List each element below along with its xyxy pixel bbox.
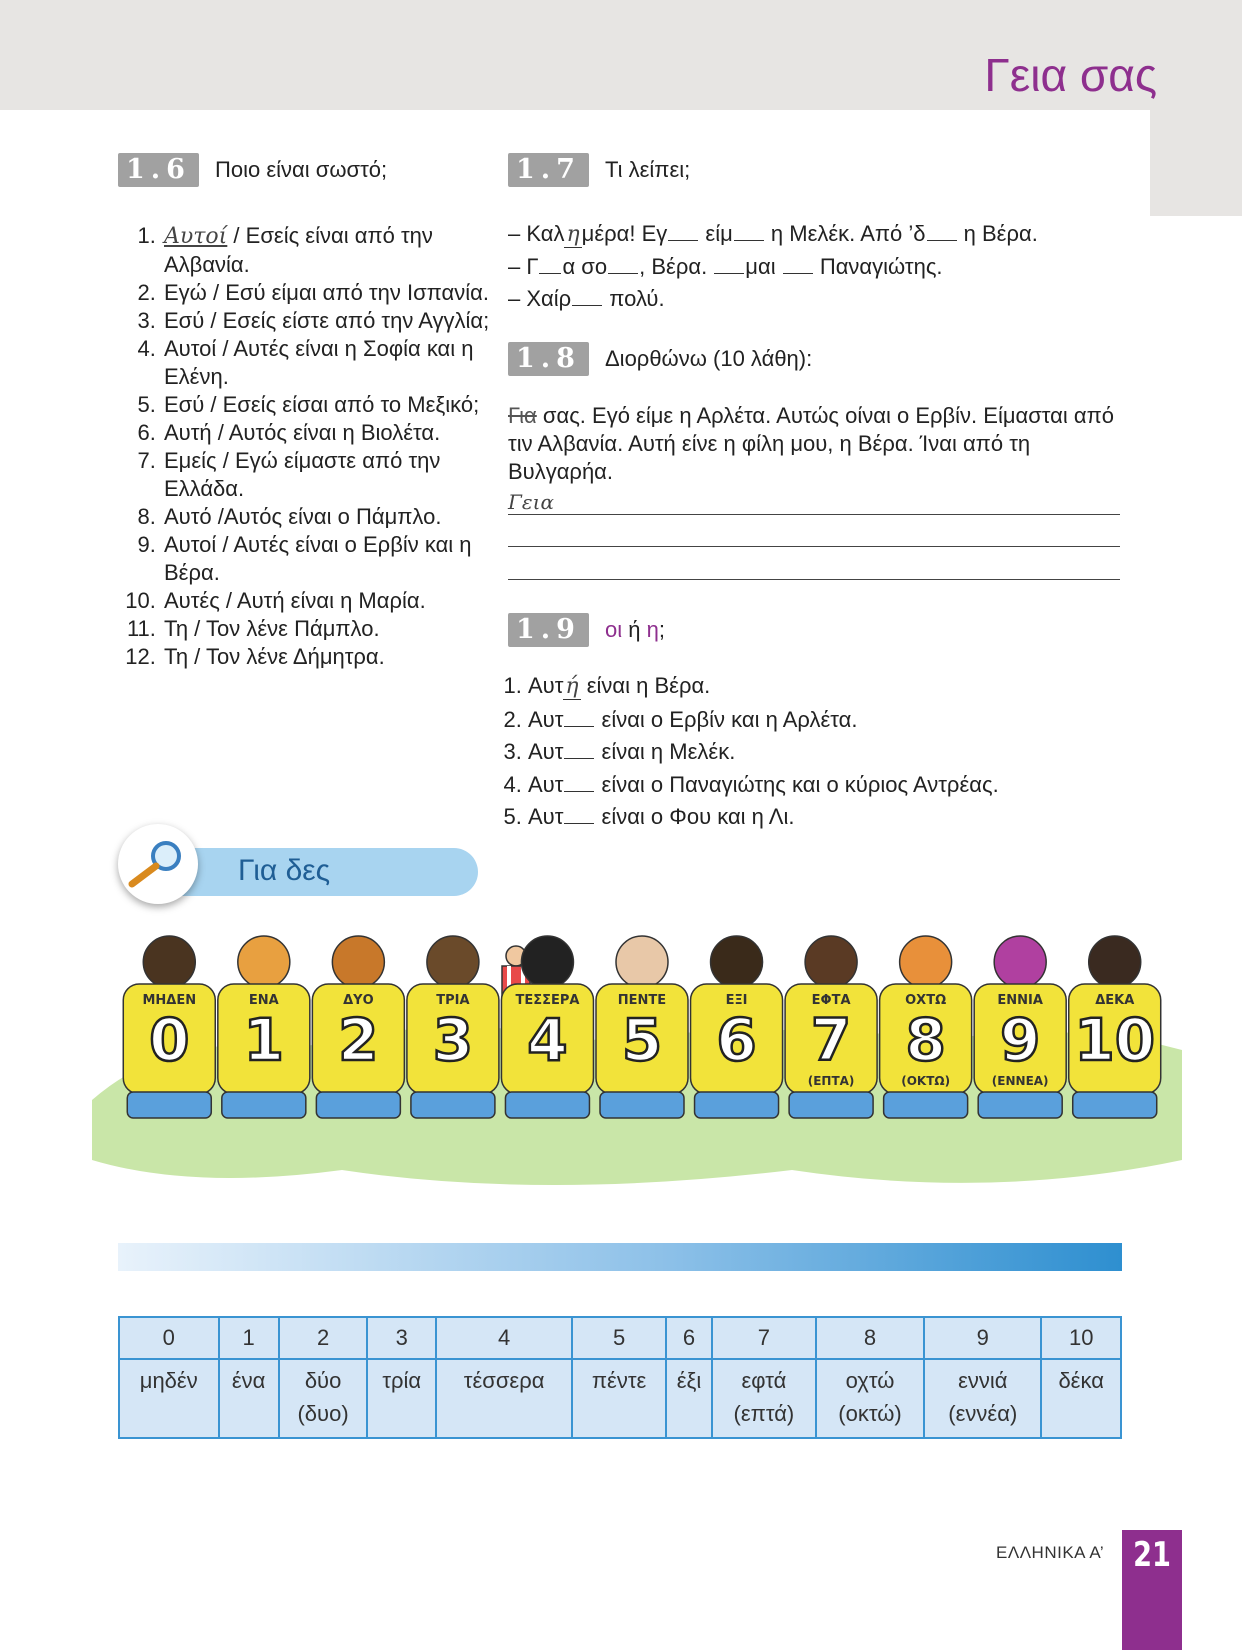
- list-item: [528, 704, 999, 737]
- list-item: [162, 222, 522, 279]
- player-shorts: [316, 1092, 400, 1118]
- text: – Γ: [508, 254, 539, 279]
- number-word: τέσσερα: [463, 1368, 545, 1393]
- player-shorts: [411, 1092, 495, 1118]
- magnifier-icon: [118, 824, 198, 904]
- list-item: [528, 736, 999, 769]
- digit-cell: 6: [666, 1317, 712, 1359]
- jersey-number: 0: [149, 1006, 190, 1074]
- player: [123, 936, 215, 1118]
- jersey-word: ΕΝΝΙΑ: [997, 993, 1043, 1008]
- item-text: είναι ο Φου και η Λι.: [595, 804, 795, 829]
- number-word: έξι: [676, 1368, 702, 1393]
- number-word-alt: (επτά): [733, 1401, 795, 1426]
- jersey-number: 2: [338, 1006, 379, 1074]
- player-shorts: [505, 1092, 589, 1118]
- handwritten-answer: ή: [565, 674, 579, 699]
- player: [218, 936, 310, 1118]
- jersey-word: ΤΡΙΑ: [436, 993, 470, 1008]
- jersey-word: ΤΕΣΣΕΡΑ: [515, 993, 580, 1008]
- exercise-1-7-header: [508, 153, 690, 187]
- word-cell: [219, 1359, 279, 1438]
- exercise-badge: 1.9: [508, 613, 589, 647]
- player-head: [332, 936, 384, 988]
- number-word: εννιά: [958, 1368, 1008, 1393]
- digit-cell: 0: [119, 1317, 219, 1359]
- digit-cell: 2: [279, 1317, 368, 1359]
- word-cell: [816, 1359, 924, 1438]
- item-text: Αυτ: [528, 771, 564, 797]
- exercise-1-8-header: [508, 342, 812, 376]
- item-text: Αυτ: [528, 804, 564, 829]
- list-item: [162, 503, 522, 531]
- player-head: [427, 936, 479, 988]
- blank[interactable]: [668, 220, 698, 241]
- words-row: [119, 1359, 1121, 1438]
- jersey-number: 7: [810, 1006, 852, 1074]
- word-cell: [279, 1359, 368, 1438]
- word-cell: [119, 1359, 219, 1438]
- item-text: είναι ο Παναγιώτης και ο κύριος Αντρέας.: [595, 771, 999, 797]
- exercise-1-8-text: [508, 402, 1120, 486]
- digit-cell: 7: [712, 1317, 816, 1359]
- jersey-word: ΠΕΝΤΕ: [617, 993, 667, 1008]
- number-word-alt: (εννέα): [948, 1401, 1018, 1426]
- book-title: ΕΛΛΗΝΙΚΑ Α’: [996, 1543, 1105, 1562]
- item-text: είναι ο Ερβίν και η Αρλέτα.: [595, 706, 858, 732]
- jersey-number: 10: [1074, 1006, 1156, 1074]
- item-text: / Εσείς είναι από την Αλβανία.: [164, 223, 433, 277]
- player-head: [521, 936, 573, 988]
- number-word-alt: (δυο): [297, 1401, 349, 1426]
- digit-cell: 9: [924, 1317, 1041, 1359]
- page-number: 21: [1133, 1535, 1171, 1575]
- item-text: Εμείς / Εγώ είμαστε από την Ελλάδα.: [164, 448, 441, 501]
- list-item: [162, 307, 522, 335]
- list-item: [162, 531, 522, 587]
- player-head: [994, 936, 1046, 988]
- item-text: Αυτές / Αυτή είναι η Μαρία.: [164, 588, 426, 613]
- blank[interactable]: [714, 253, 744, 274]
- jersey-word: ΕΝΑ: [248, 993, 279, 1008]
- player-head: [143, 936, 195, 988]
- text: μαι: [745, 254, 782, 279]
- number-word: μηδέν: [139, 1368, 198, 1393]
- jersey-number: 6: [716, 1006, 757, 1074]
- number-word: τρία: [382, 1368, 422, 1393]
- blank[interactable]: [539, 253, 561, 274]
- text: πολύ.: [603, 286, 665, 311]
- player-shorts: [884, 1092, 968, 1118]
- word-cell: [1041, 1359, 1121, 1438]
- player-shorts: [695, 1092, 779, 1118]
- digit-cell: 3: [367, 1317, 436, 1359]
- player-shorts: [127, 1092, 211, 1118]
- jersey-word: ΕΞΙ: [725, 993, 748, 1008]
- jersey-alt-word: (ΕΠΤΑ): [807, 1074, 855, 1088]
- number-word: δύο: [304, 1368, 342, 1393]
- jersey-number: 8: [905, 1006, 946, 1074]
- player-head: [711, 936, 763, 988]
- blank[interactable]: [608, 253, 638, 274]
- item-text: είναι η Βέρα.: [580, 673, 711, 698]
- jersey-word: ΔΕΚΑ: [1095, 993, 1135, 1008]
- item-text: Αυτοί / Αυτές είναι η Σοφία και η Ελένη.: [164, 336, 474, 389]
- list-item: [528, 769, 999, 802]
- title-part: οι: [604, 617, 623, 642]
- list-item: [162, 587, 522, 615]
- handwritten-answer: Αυτοί: [164, 224, 228, 249]
- digit-cell: 10: [1041, 1317, 1121, 1359]
- item-text: Αυτ: [528, 706, 564, 732]
- handwritten-answer: η: [566, 222, 580, 247]
- number-word-alt: (οκτώ): [838, 1401, 902, 1426]
- player-shorts: [1073, 1092, 1157, 1118]
- word-cell: [924, 1359, 1041, 1438]
- title-part: ή: [622, 617, 647, 642]
- answer-line[interactable]: [508, 546, 1120, 547]
- player-head: [900, 936, 952, 988]
- blank[interactable]: [734, 220, 764, 241]
- list-item: [162, 279, 522, 307]
- text: , Βέρα.: [639, 254, 714, 279]
- number-word: δέκα: [1058, 1368, 1104, 1393]
- player-shorts: [789, 1092, 873, 1118]
- exercise-title: Διορθώνω (10 λάθη):: [604, 346, 813, 371]
- player-shorts: [222, 1092, 306, 1118]
- jersey-word: ΜΗΔΕΝ: [142, 993, 197, 1008]
- word-cell: [572, 1359, 666, 1438]
- digits-row: [119, 1317, 1121, 1359]
- number-word: ένα: [231, 1368, 266, 1393]
- jersey-word: ΟΧΤΩ: [905, 993, 947, 1008]
- word-cell: [666, 1359, 712, 1438]
- player: [974, 936, 1066, 1118]
- blank[interactable]: [564, 803, 594, 824]
- list-item: [162, 447, 522, 503]
- header-side-band: [1150, 0, 1242, 216]
- player: [691, 936, 783, 1118]
- section-title: Για δες: [238, 854, 331, 887]
- text: η Μελέκ. Από ’δ: [764, 221, 926, 246]
- item-text: Τη / Τον λένε Δήμητρα.: [164, 644, 385, 669]
- text: η Βέρα.: [957, 221, 1038, 246]
- exercise-1-6-list: [120, 222, 522, 671]
- item-text: είναι η Μελέκ.: [595, 739, 736, 764]
- text: είμ: [699, 221, 733, 246]
- handwritten-answer: Γεια: [508, 490, 554, 514]
- item-text: Αυτ: [528, 739, 564, 764]
- dialogue-line: [508, 218, 1038, 251]
- player-head: [1089, 936, 1141, 988]
- jersey-number: 9: [1000, 1006, 1041, 1074]
- item-text: Αυτοί / Αυτές είναι ο Ερβίν και η Βέρα.: [164, 532, 472, 585]
- list-item: [528, 801, 999, 834]
- exercise-1-7-text: [508, 218, 1038, 315]
- page-title: Γεια σας: [984, 49, 1157, 101]
- player: [785, 936, 877, 1118]
- exercise-1-9-header: [508, 613, 665, 647]
- blank[interactable]: [564, 706, 594, 727]
- text: α σο: [562, 254, 608, 279]
- jersey-number: 1: [243, 1006, 284, 1074]
- number-word: εφτά: [741, 1368, 787, 1393]
- item-text: Αυτ: [528, 673, 564, 698]
- digit-cell: 8: [816, 1317, 924, 1359]
- number-word: οχτώ: [845, 1368, 895, 1393]
- blank[interactable]: [564, 771, 594, 792]
- exercise-title: [605, 617, 665, 643]
- player-shorts: [978, 1092, 1062, 1118]
- list-item: [162, 391, 522, 419]
- answer-line[interactable]: [508, 514, 1120, 515]
- blank[interactable]: [572, 285, 602, 306]
- player: [880, 936, 972, 1118]
- item-text: Εσύ / Εσείς είστε από την Αγγλία;: [164, 308, 490, 333]
- player: [1069, 936, 1161, 1118]
- exercise-title: Ποιο είναι σωστό;: [214, 157, 388, 182]
- list-item: [162, 643, 522, 671]
- list-item: [162, 419, 522, 447]
- title-part: η: [646, 617, 659, 642]
- word-cell: [367, 1359, 436, 1438]
- blank[interactable]: [564, 738, 594, 759]
- jersey-word: ΕΦΤΑ: [811, 993, 851, 1008]
- digit-cell: 4: [436, 1317, 572, 1359]
- digit-cell: 1: [219, 1317, 279, 1359]
- exercise-badge: 1.6: [118, 153, 199, 187]
- section-pill: [158, 848, 478, 896]
- dialogue-line: [508, 283, 1038, 315]
- player-head: [805, 936, 857, 988]
- exercise-1-6-header: [118, 153, 387, 187]
- blank[interactable]: [783, 253, 813, 274]
- list-item: [162, 335, 522, 391]
- title-part: ;: [658, 617, 665, 642]
- exercise-badge: 1.7: [508, 153, 589, 187]
- football-players-illustration: [92, 900, 1182, 1220]
- player-shorts: [600, 1092, 684, 1118]
- jersey-word: ΔΥΟ: [343, 993, 374, 1008]
- blank[interactable]: [927, 220, 957, 241]
- answer-line[interactable]: [508, 579, 1120, 580]
- word-cell: [712, 1359, 816, 1438]
- jersey-number: 3: [432, 1006, 474, 1074]
- list-item: [162, 615, 522, 643]
- text: Παναγιώτης.: [813, 254, 943, 279]
- text: – Χαίρ: [508, 286, 572, 311]
- number-word: πέντε: [591, 1368, 647, 1393]
- jersey-number: 4: [527, 1006, 568, 1074]
- player-head: [616, 936, 668, 988]
- decorative-gradient-bar: [118, 1243, 1122, 1271]
- text: μέρα! Εγ: [581, 221, 668, 246]
- player: [312, 936, 404, 1118]
- player-head: [238, 936, 290, 988]
- item-text: Τη / Τον λένε Πάμπλο.: [164, 616, 380, 641]
- item-text: Αυτή / Αυτός είναι η Βιολέτα.: [164, 420, 441, 445]
- dialogue-line: [508, 251, 1038, 283]
- numbers-table: [118, 1316, 1122, 1439]
- struck-word: Για: [508, 403, 537, 428]
- exercise-title: Τι λείπει;: [604, 157, 691, 182]
- player: [407, 936, 499, 1118]
- jersey-number: 5: [621, 1006, 663, 1074]
- item-text: Εγώ / Εσύ είμαι από την Ισπανία.: [164, 280, 489, 305]
- word-cell: [436, 1359, 572, 1438]
- digit-cell: 5: [572, 1317, 666, 1359]
- item-text: Αυτό /Αυτός είναι ο Πάμπλο.: [164, 504, 442, 529]
- paragraph-text: σας. Εγό είμε η Αρλέτα. Αυτώς οίναι ο Ερβίν. Είμασται από τιν Αλβανία. Αυτή είνε η φίλη μου, η Βέρα. Ίναι από τη Βυλγαρήα.: [508, 403, 1115, 484]
- exercise-1-9-list: [508, 670, 999, 834]
- list-item: [528, 670, 999, 704]
- item-text: Εσύ / Εσείς είσαι από το Μεξικό;: [164, 392, 480, 417]
- exercise-badge: 1.8: [508, 342, 589, 376]
- player: [596, 936, 688, 1118]
- text: – Καλ: [508, 221, 565, 246]
- jersey-alt-word: (ΕΝΝΕΑ): [991, 1074, 1049, 1088]
- jersey-alt-word: (ΟΚΤΩ): [901, 1074, 951, 1088]
